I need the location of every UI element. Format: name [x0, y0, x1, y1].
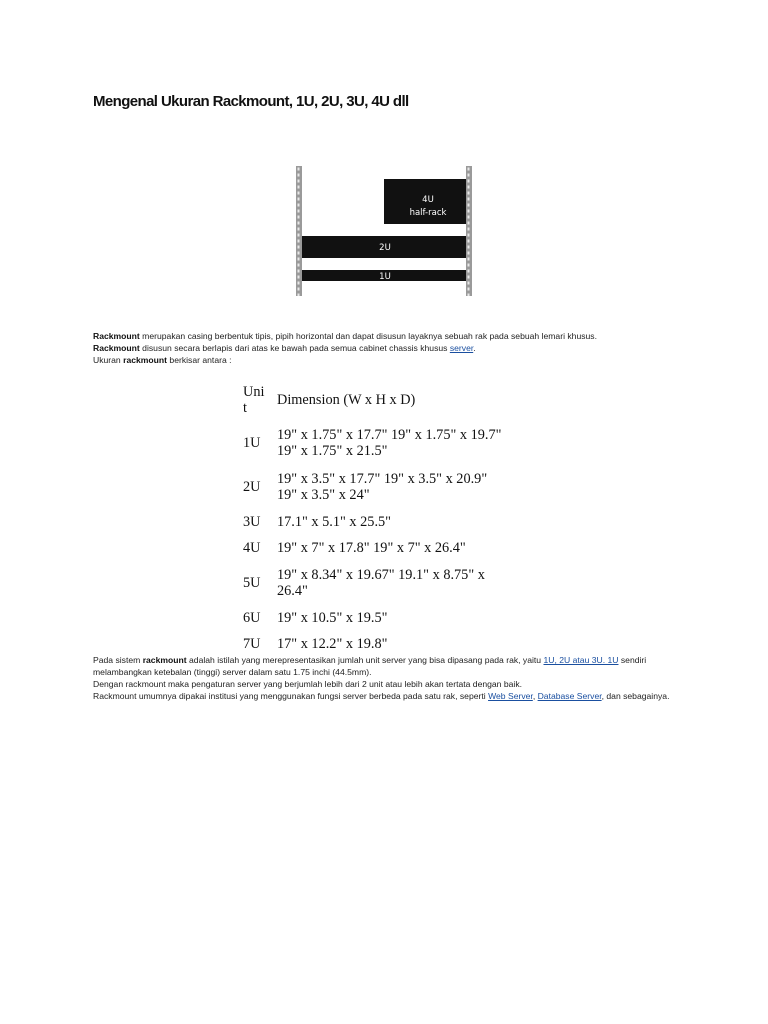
dimension-cell: [271, 535, 537, 561]
web-server-link[interactable]: Web Server: [488, 691, 533, 701]
dimension-line: 19" x 1.75" x 21.5": [277, 443, 388, 459]
dimension-line: 19" x 3.5" x 24": [277, 487, 370, 503]
dimension-cell: [271, 605, 537, 631]
intro-line-3: Ukuran rackmount berkisar antara :: [93, 355, 232, 365]
dimension-line: 19" x 8.34" x 19.67" 19.1" x 8.75" x: [277, 566, 485, 583]
dimension-line: 19" x 7" x 17.8" 19" x 7" x 26.4": [277, 539, 466, 556]
table-header-row: [237, 379, 537, 421]
dimension-cell: [271, 561, 537, 605]
left-rack-rail: [296, 166, 302, 296]
table-row: [237, 561, 537, 605]
unit-cell: 4U: [243, 539, 261, 556]
dimension-cell: [271, 509, 537, 535]
dimension-cell: [271, 465, 537, 509]
header-dimension: Dimension (W x H x D): [277, 391, 416, 408]
label-4u: 4U: [422, 195, 434, 205]
header-unit: Uni t: [243, 383, 265, 416]
dimension-cell: [271, 421, 537, 465]
units-link[interactable]: 1U, 2U atau 3U. 1U: [543, 655, 619, 665]
right-rack-rail: [466, 166, 472, 296]
dimension-line: 26.4": [277, 583, 308, 599]
outro-p3: Rackmount umumnya dipakai institusi yang menggunakan fungsi server berbeda pada satu rak, seperti Web Server, Database Server, dan sebagainya.: [93, 691, 670, 701]
table-row: [237, 535, 537, 561]
dimension-line: 17" x 12.2" x 19.8": [277, 635, 388, 652]
unit-cell: 2U: [243, 478, 261, 495]
intro-line-1: Rackmount merupakan casing berbentuk tipis, pipih horizontal dan dapat disusun layaknya sebuah rak pada sebuah lemari khusus.: [93, 331, 597, 341]
label-1u: 1U: [379, 272, 391, 282]
rack-units-illustration: [296, 166, 472, 296]
table-row: [237, 465, 537, 509]
unit-cell: 7U: [243, 635, 261, 652]
dimension-line: 19" x 10.5" x 19.5": [277, 609, 388, 626]
outro-paragraph: [93, 654, 683, 702]
rackmount-dimension-table: [237, 379, 537, 657]
unit-cell: 5U: [243, 574, 261, 591]
label-2u: 2U: [379, 243, 391, 253]
database-server-link[interactable]: Database Server: [537, 691, 602, 701]
outro-p1: Pada sistem rackmount adalah istilah yang merepresentasikan jumlah unit server yang bisa dipasang pada rak, yaitu 1U, 2U atau 3U. 1U sendiri melambangkan ketebalan (tinggi) server dalam satu 1.75 inchi (44.5mm).: [93, 655, 647, 677]
table-row: [237, 605, 537, 631]
server-link[interactable]: server: [449, 343, 474, 353]
outro-p2: Dengan rackmount maka pengaturan server yang berjumlah lebih dari 2 unit atau lebih akan tertata dengan baik.: [93, 679, 523, 689]
dimension-line: 19" x 1.75" x 17.7" 19" x 1.75" x 19.7": [277, 426, 502, 443]
dimension-line: 17.1" x 5.1" x 25.5": [277, 513, 392, 530]
unit-cell: 1U: [243, 434, 261, 451]
intro-paragraph: [93, 330, 683, 366]
page-title: Mengenal Ukuran Rackmount, 1U, 2U, 3U, 4U dll: [93, 93, 409, 110]
dimension-line: 19" x 3.5" x 17.7" 19" x 3.5" x 20.9": [277, 470, 488, 487]
unit-cell: 6U: [243, 609, 261, 626]
label-half-rack: half-rack: [409, 208, 447, 218]
unit-cell: 3U: [243, 513, 261, 530]
table-row: [237, 421, 537, 465]
intro-line-2: Rackmount disusun secara berlapis dari atas ke bawah pada semua cabinet chassis khusus server.: [93, 343, 476, 353]
table-row: [237, 509, 537, 535]
